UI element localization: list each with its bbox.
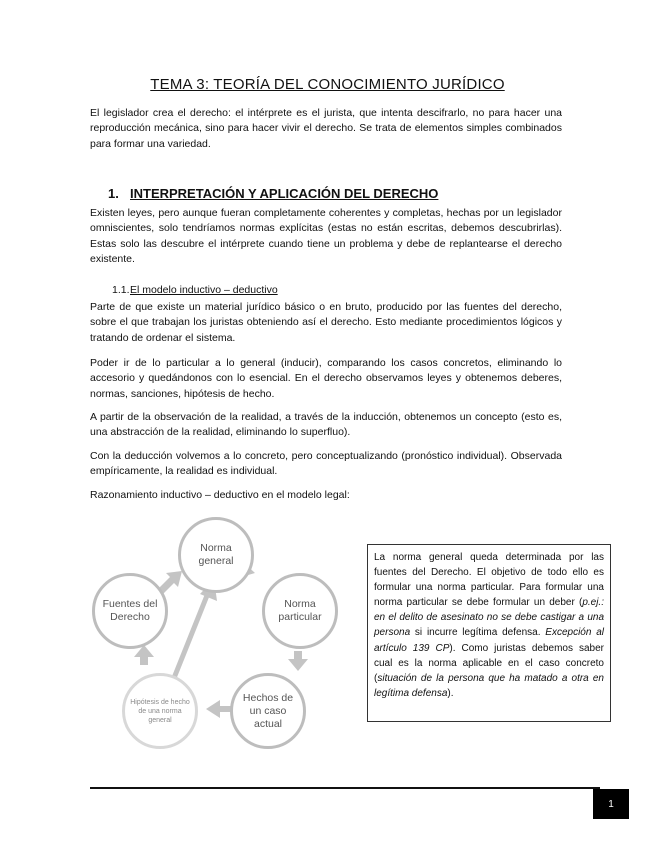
subsection-number: 1.1.	[112, 284, 130, 296]
footer-rule	[90, 787, 600, 789]
subsection-paragraph-3: A partir de la observación de la realidad, a través de la inducción, obtenemos un concepto (esto es, una abstracción de la realidad, eliminando lo superfluo).	[90, 411, 562, 439]
subsection-heading	[112, 284, 278, 296]
node-norma-particular: Norma particular	[262, 573, 338, 649]
section-heading	[108, 186, 438, 201]
textbox-exception: Excepción al artículo 139 CP	[374, 627, 604, 654]
node-fuentes-del-derecho: Fuentes del Derecho	[92, 573, 168, 649]
arrow-icon	[288, 651, 308, 671]
section-title: INTERPRETACIÓN Y APLICACIÓN DEL DERECHO	[130, 186, 439, 201]
textbox-situation: situación de la persona que ha matado a otra en legítima defensa	[374, 672, 604, 699]
subsection-paragraph-1: Parte de que existe un material jurídico básico o en bruto, producido por las fuentes del derecho, sobre el que trabajan los juristas obteniendo así el derecho. Esto mediante procedimientos lógicos y tratando de ordenar el sistema.	[90, 301, 562, 344]
textbox-example: p.ej.: en el delito de asesinato no se debe castigar a una persona	[374, 597, 604, 639]
subsection-paragraph-5: Razonamiento inductivo – deductivo en el modelo legal:	[90, 489, 350, 501]
subsection-paragraph-4: Con la deducción volvemos a lo concreto, pero conceptualizando (pronóstico individual). Observada empíricamente, la realidad es individual.	[90, 450, 562, 478]
textbox-text-2: si incurre legítima defensa.	[410, 627, 546, 639]
subsection-title: El modelo inductivo – deductivo	[130, 284, 278, 296]
intro-paragraph: El legislador crea el derecho: el intérprete es el jurista, que intenta descifrarlo, no para hacer una reproducción mecánica, sino para hacer vivir el derecho. Se trata de elementos simples combinados para formar una variedad.	[90, 107, 562, 150]
section-number: 1.	[108, 186, 119, 201]
section-paragraph: Existen leyes, pero aunque fueran completamente coherentes y completas, hechas por un legislador omniscientes, solo tendríamos normas explícitas (estas no están escritas, debemos descubrirlas). Estas solo las descubre el intérprete cuando tiene un problema y debe de replantearse el derecho existente.	[90, 207, 562, 266]
textbox-text-1: La norma general queda determinada por las fuentes del Derecho. El objetivo de todo ello es formular una norma particular. Para formular una norma particular se debe formular un deber (	[374, 552, 604, 609]
page-number: 1	[593, 789, 629, 819]
textbox-text-4: ).	[447, 687, 454, 699]
node-hechos-caso-actual: Hechos de un caso actual	[230, 673, 306, 749]
double-arrow-line	[172, 593, 208, 683]
explanation-textbox	[367, 544, 611, 722]
node-hipotesis-de-hecho: Hipótesis de hecho de una norma general	[122, 673, 198, 749]
page-title: TEMA 3: TEORÍA DEL CONOCIMIENTO JURÍDICO	[150, 76, 505, 93]
subsection-paragraph-2: Poder ir de lo particular a lo general (inducir), comparando los casos concretos, eliminando lo accesorio y quedándonos con lo esencial. En el derecho observamos leyes y obtenemos deberes, normas, sanciones, hipótesis de hecho.	[90, 357, 562, 400]
textbox-text-3: ). Como juristas debemos saber cual es la norma aplicable en el caso concreto (	[374, 642, 604, 684]
node-norma-general: Norma general	[178, 517, 254, 593]
